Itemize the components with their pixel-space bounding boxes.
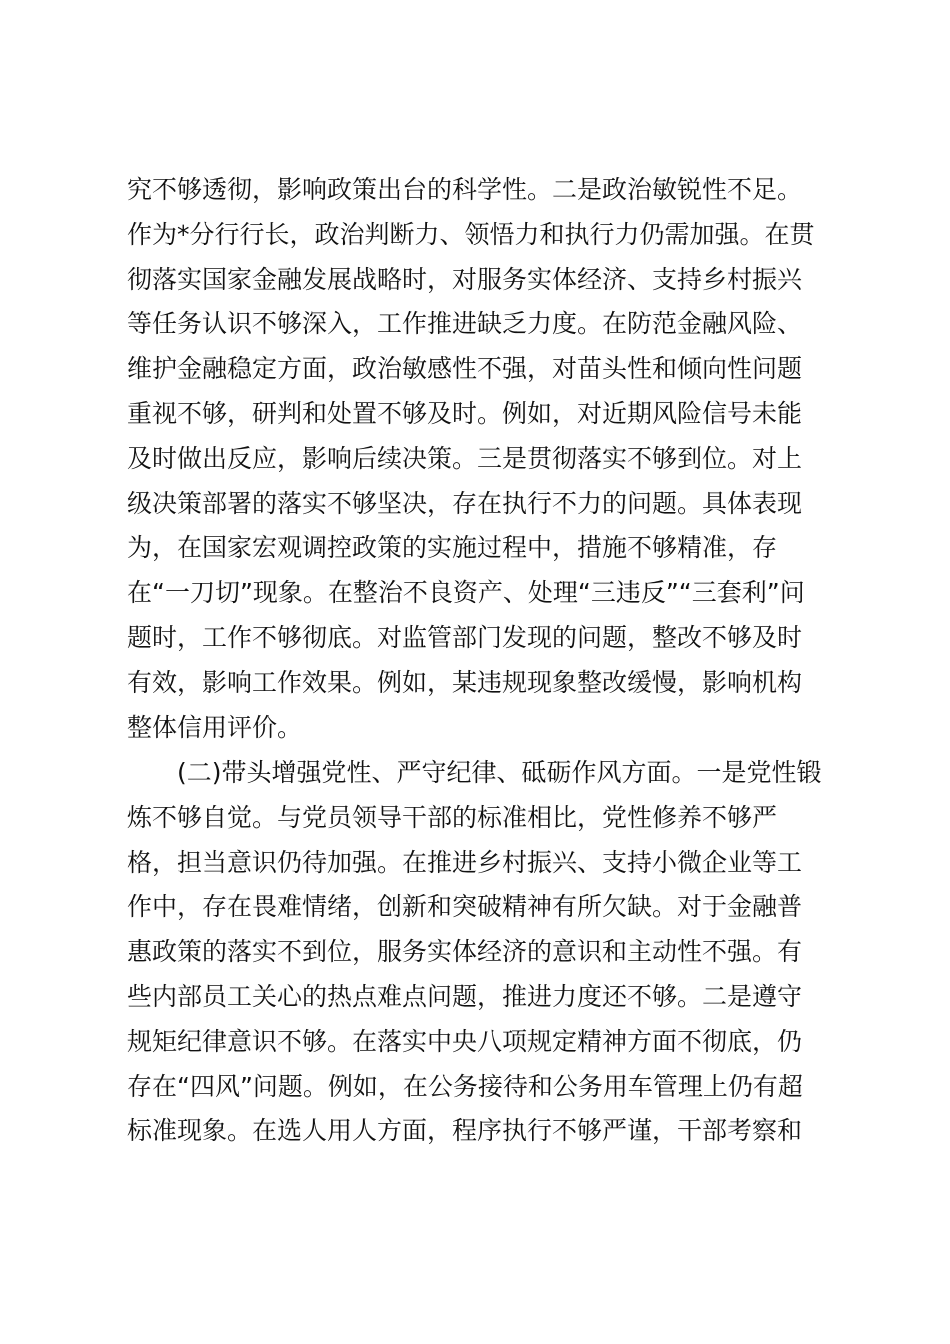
paragraph-2 bbox=[127, 751, 827, 1154]
paragraph-line: 作为*分行行长，政治判断力、领悟力和执行力仍需加强。在贯 bbox=[127, 219, 815, 249]
paragraph-line: 标准现象。在选人用人方面，程序执行不够严谨，干部考察和 bbox=[127, 1116, 803, 1146]
paragraph-line: 规矩纪律意识不够。在落实中央八项规定精神方面不彻底，仍 bbox=[127, 1026, 803, 1056]
paragraph-line: 些内部员工关心的热点难点问题，推进力度还不够。二是遵守 bbox=[127, 981, 803, 1011]
paragraph-line: 及时做出反应，影响后续决策。三是贯彻落实不够到位。对上 bbox=[127, 443, 803, 473]
paragraph-line: 彻落实国家金融发展战略时，对服务实体经济、支持乡村振兴 bbox=[127, 264, 803, 294]
paragraph-line: 存在“四风”问题。例如，在公务接待和公务用车管理上仍有超 bbox=[127, 1071, 803, 1101]
paragraph-line: 在“一刀切”现象。在整治不良资产、处理“三违反”“三套利”问 bbox=[127, 578, 805, 608]
paragraph-line: (二)带头增强党性、严守纪律、砥砺作风方面。一是党性锻 bbox=[177, 758, 822, 787]
paragraph-line: 为，在国家宏观调控政策的实施过程中，措施不够精准，存 bbox=[127, 533, 778, 563]
paragraph-line: 有效，影响工作效果。例如，某违规现象整改缓慢，影响机构 bbox=[127, 667, 803, 697]
paragraph-line: 重视不够，研判和处置不够及时。例如，对近期风险信号未能 bbox=[127, 398, 803, 428]
paragraph-line: 作中，存在畏难情绪，创新和突破精神有所欠缺。对于金融普 bbox=[127, 892, 803, 922]
paragraph-1 bbox=[127, 168, 827, 750]
paragraph-line: 格，担当意识仍待加强。在推进乡村振兴、支持小微企业等工 bbox=[127, 847, 803, 877]
paragraph-line: 题时，工作不够彻底。对监管部门发现的问题，整改不够及时 bbox=[127, 622, 803, 652]
paragraph-line: 等任务认识不够深入，工作推进缺乏力度。在防范金融风险、 bbox=[127, 309, 803, 339]
paragraph-line: 炼不够自觉。与党员领导干部的标准相比，党性修养不够严 bbox=[127, 802, 778, 832]
paragraph-line: 维护金融稳定方面，政治敏感性不强，对苗头性和倾向性问题 bbox=[127, 354, 803, 384]
paragraph-line: 级决策部署的落实不够坚决，存在执行不力的问题。具体表现 bbox=[127, 488, 803, 518]
paragraph-line: 整体信用评价。 bbox=[127, 712, 303, 742]
paragraph-line: 究不够透彻，影响政策出台的科学性。二是政治敏锐性不足。 bbox=[127, 175, 803, 204]
paragraph-line: 惠政策的落实不到位，服务实体经济的意识和主动性不强。有 bbox=[127, 937, 803, 967]
